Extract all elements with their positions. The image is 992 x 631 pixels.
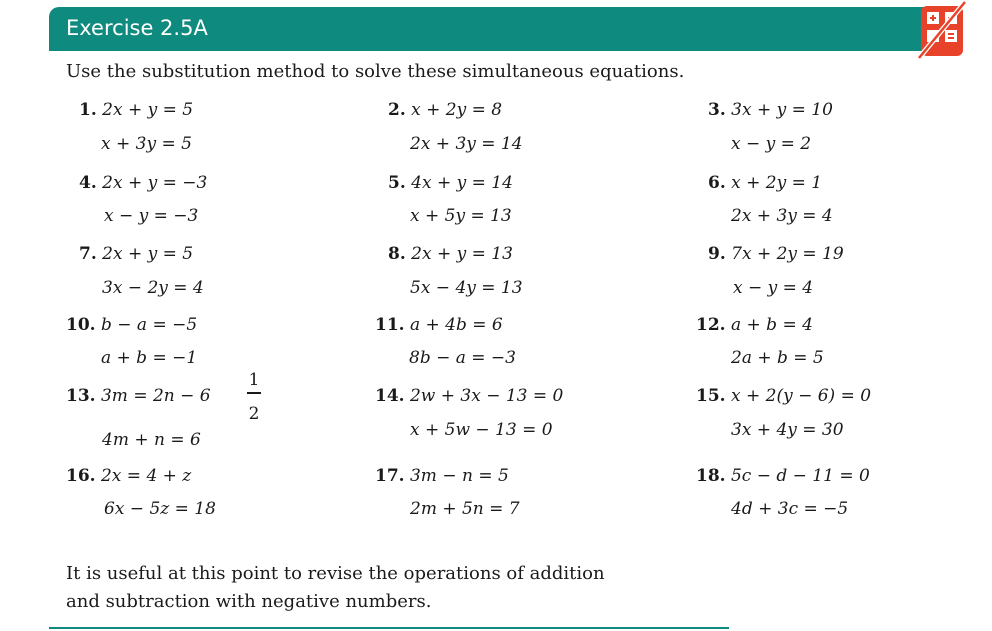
problem-number: 18. bbox=[696, 466, 726, 486]
problem-16 bbox=[66, 466, 191, 486]
problem-14 bbox=[375, 386, 563, 406]
problem-equation-1: 2x + y = −3 bbox=[102, 173, 208, 193]
problem-9 bbox=[708, 244, 844, 264]
problem-7-equation-2: 3x − 2y = 4 bbox=[102, 278, 204, 298]
problem-number: 14. bbox=[375, 386, 405, 406]
problem-equation-1: x + 2y = 1 bbox=[731, 173, 823, 193]
problem-number: 1. bbox=[79, 100, 97, 120]
problem-11 bbox=[375, 315, 503, 335]
problem-18 bbox=[696, 466, 870, 486]
problem-equation-1: 2x + y = 5 bbox=[102, 100, 194, 120]
problem-9-equation-2: x − y = 4 bbox=[733, 278, 814, 298]
problem-2 bbox=[388, 100, 502, 120]
problem-6-equation-2: 2x + 3y = 4 bbox=[731, 206, 833, 226]
fraction-bar bbox=[247, 392, 261, 394]
problem-number: 11. bbox=[375, 315, 405, 335]
revision-note-line-2: and subtraction with negative numbers. bbox=[66, 591, 432, 612]
problem-2-equation-2: 2x + 3y = 14 bbox=[410, 134, 523, 154]
bottom-divider bbox=[49, 627, 729, 629]
problem-number: 3. bbox=[708, 100, 726, 120]
problem-10 bbox=[66, 315, 197, 335]
problem-14-equation-2: x + 5w − 13 = 0 bbox=[410, 420, 553, 440]
problem-6 bbox=[708, 173, 822, 193]
problem-number: 5. bbox=[388, 173, 406, 193]
problem-3-equation-2: x − y = 2 bbox=[731, 134, 812, 154]
problem-equation-1: a + b = 4 bbox=[730, 315, 813, 335]
problem-equation-1: 4x + y = 14 bbox=[411, 173, 513, 193]
problem-number: 15. bbox=[696, 386, 726, 406]
problem-7 bbox=[79, 244, 193, 264]
problem-17 bbox=[375, 466, 509, 486]
problem-number: 17. bbox=[375, 466, 405, 486]
problem-4-equation-2: x − y = −3 bbox=[104, 206, 199, 226]
problem-3 bbox=[708, 100, 833, 120]
problem-1 bbox=[79, 100, 193, 120]
problem-number: 9. bbox=[708, 244, 726, 264]
problem-8-equation-2: 5x − 4y = 13 bbox=[410, 278, 523, 298]
problem-number: 8. bbox=[388, 244, 406, 264]
problem-equation-1: 7x + 2y = 19 bbox=[731, 244, 844, 264]
problem-10-equation-2: a + b = −1 bbox=[101, 348, 198, 368]
problem-8 bbox=[388, 244, 513, 264]
problem-11-equation-2: 8b − a = −3 bbox=[409, 348, 516, 368]
problem-18-equation-2: 4d + 3c = −5 bbox=[731, 499, 849, 519]
problem-number: 10. bbox=[66, 315, 96, 335]
problem-5 bbox=[388, 173, 513, 193]
problem-equation-1: 3m − n = 5 bbox=[409, 466, 509, 486]
problem-number: 4. bbox=[79, 173, 97, 193]
problem-number: 2. bbox=[388, 100, 406, 120]
problem-equation-1: 2x + y = 5 bbox=[102, 244, 194, 264]
problem-17-equation-2: 2m + 5n = 7 bbox=[410, 499, 520, 519]
exercise-title: Exercise 2.5A bbox=[66, 16, 208, 40]
fraction-denominator: 2 bbox=[248, 404, 260, 424]
problem-number: 16. bbox=[66, 466, 96, 486]
problem-number: 6. bbox=[708, 173, 726, 193]
fraction-numerator: 1 bbox=[248, 370, 260, 390]
problem-number: 7. bbox=[79, 244, 97, 264]
problem-equation-1: a + 4b = 6 bbox=[409, 315, 503, 335]
problem-equation-1: 2x + y = 13 bbox=[411, 244, 513, 264]
problem-number: 12. bbox=[696, 315, 726, 335]
problem-15-equation-2: 3x + 4y = 30 bbox=[731, 420, 844, 440]
problem-13 bbox=[66, 386, 211, 406]
problem-number: 13. bbox=[66, 386, 96, 406]
problem-13-equation-2: 4m + n = 6 bbox=[102, 430, 201, 450]
problem-equation-1: x + 2(y − 6) = 0 bbox=[730, 386, 872, 406]
problem-4 bbox=[79, 173, 207, 193]
problem-1-equation-2: x + 3y = 5 bbox=[101, 134, 192, 154]
problem-12-equation-2: 2a + b = 5 bbox=[731, 348, 824, 368]
revision-note bbox=[66, 560, 605, 616]
problem-equation-1: 3m = 2n − 6 bbox=[100, 386, 211, 406]
problem-15 bbox=[696, 386, 871, 406]
instruction-text: Use the substitution method to solve these simultaneous equations. bbox=[66, 61, 685, 82]
problem-equation-1: 2w + 3x − 13 = 0 bbox=[409, 386, 564, 406]
problem-equation-1: b − a = −5 bbox=[100, 315, 198, 335]
problem-equation-1: 5c − d − 11 = 0 bbox=[730, 466, 870, 486]
problem-equation-1: x + 2y = 8 bbox=[411, 100, 503, 120]
no-calculator-icon bbox=[915, 0, 969, 62]
problem-12 bbox=[696, 315, 813, 335]
revision-note-line-1: It is useful at this point to revise the operations of addition bbox=[66, 563, 605, 584]
problem-equation-1: 2x = 4 + z bbox=[100, 466, 192, 486]
problem-5-equation-2: x + 5y = 13 bbox=[410, 206, 512, 226]
problem-equation-1: 3x + y = 10 bbox=[731, 100, 833, 120]
problem-16-equation-2: 6x − 5z = 18 bbox=[104, 499, 216, 519]
